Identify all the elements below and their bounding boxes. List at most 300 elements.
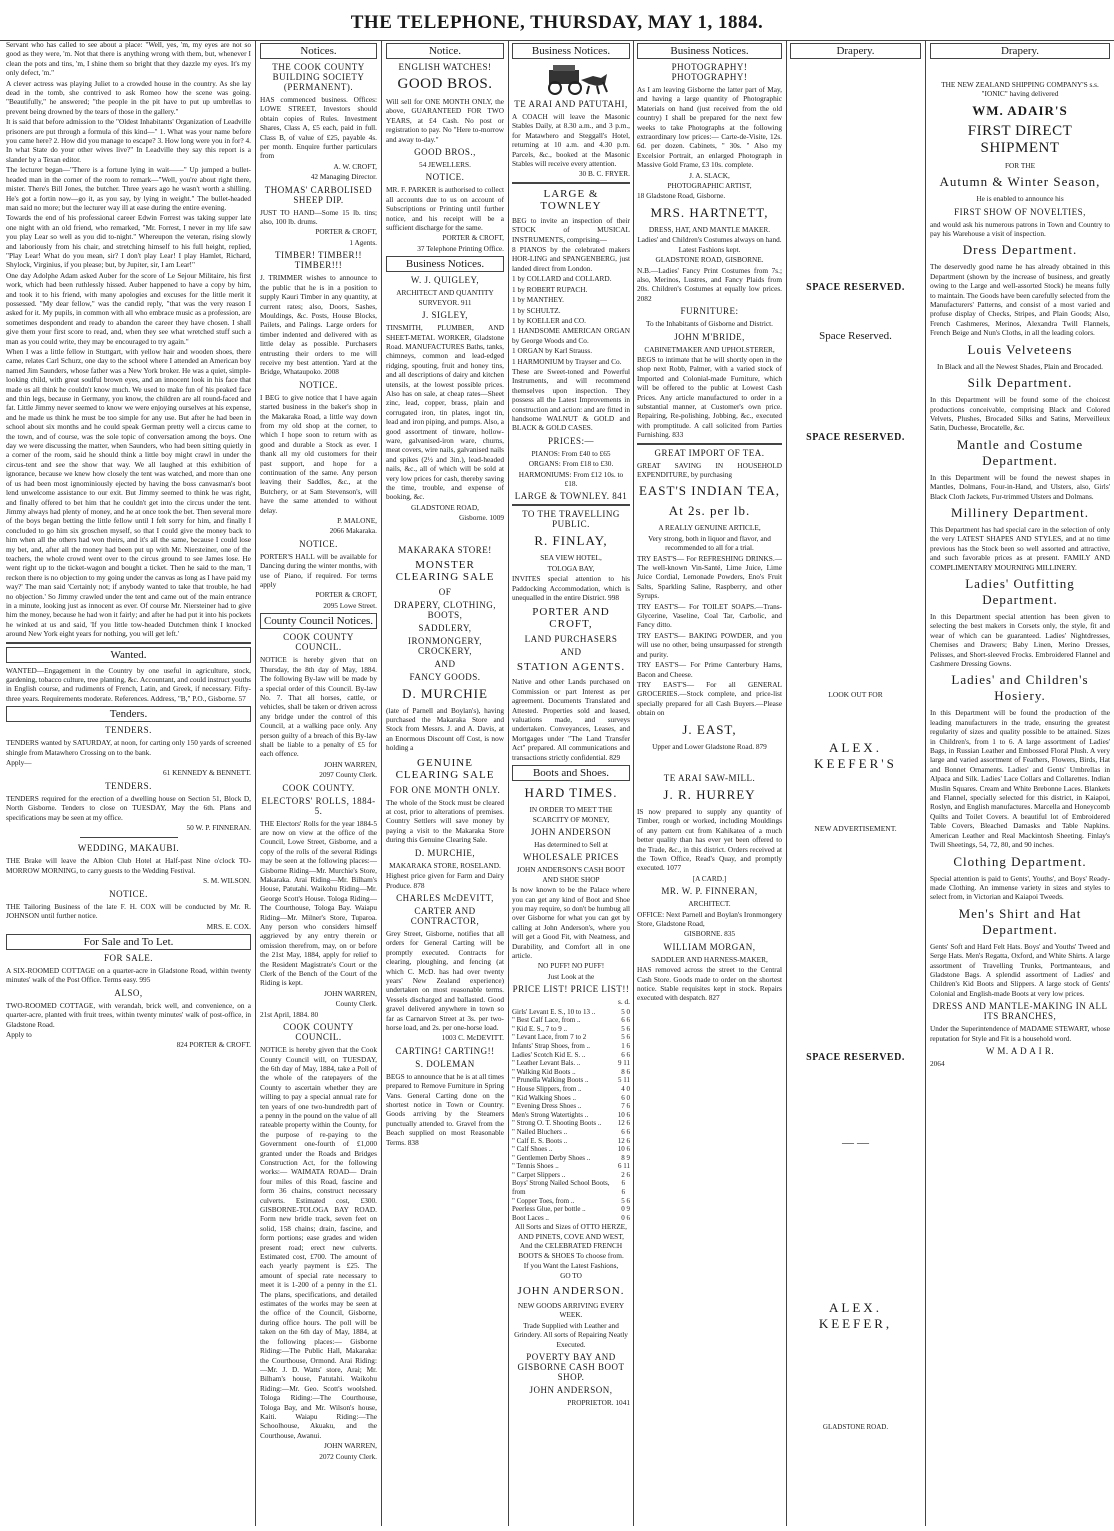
price-row [512, 1059, 630, 1068]
notice-signature: MRS. E. COX. [206, 921, 251, 931]
watches-text: Will sell for ONE MONTH ONLY, the above, GUARANTEED FOR TWO YEARS, at £4 Cash. No post or registration to pay. No "Here to-morrow and away to-day." [386, 97, 504, 144]
finneran-name: MR. W. P. FINNERAN, [661, 886, 758, 897]
murchie-address: MAKARAKA STORE, ROSELAND. [389, 860, 501, 870]
look-label: Just Look at the [547, 971, 595, 981]
signature: JOHN WARREN, [324, 988, 377, 998]
sale-apply: Apply to [6, 1029, 32, 1039]
carting-title: CARTING! CARTING!! [395, 1045, 495, 1056]
dress-department: Dress Department. [962, 242, 1078, 258]
outfitting-text: In this Department special attention has been given to selecting the best makers in Corsets only, the style, fit and wear of which can be guaranteed. Ladies' Nightdresses, Chemises and Drawers; Baby Linen, Merino Dresses, Pelisses, and Short-sleeved Frocks. Embroidered Flannel and Cashmere Dressing Gowns. [930, 611, 1110, 668]
wanted-ad: WANTED—Engagement in the Country by one useful in agriculture, stock, gardening, tobacco culture, tree planting, &c. Accountant, and could instruct youths in English course, and rudiments of French, Latin, and Greek, if necessary. Fifty-three years. Requirements moderate. References. Address, "B," P.O., Gisborne. 57 [6, 665, 251, 703]
anderson-name: JOHN ANDERSON, [529, 1384, 613, 1395]
column-2 [260, 40, 377, 1526]
business-notices-heading: Business Notices. [386, 256, 504, 272]
genuine-text: Very strong, both in liquor and flavor, and recommended to all for a trial. [648, 533, 771, 553]
travel-heading: TO THE TRAVELLING PUBLIC. [522, 509, 620, 530]
photography-title: PHOTOGRAPHY! PHOTOGRAPHY! [671, 62, 748, 82]
price-units: s. d. [618, 997, 630, 1007]
saddler-label: SADDLER AND HARNESS-MAKER, [651, 954, 768, 964]
carter-title: CARTER AND CONTRACTOR, [410, 905, 480, 926]
murchie-text: (late of Parnell and Boylan's), having purchased the Makaraka Store and Stock from Messrs. J. and A. Davis, at an Enormous Discount off Cost, is now holding a [386, 705, 504, 753]
signature: JOHN WARREN, [324, 1441, 377, 1451]
hurrey-name: J. R. HURREY [663, 786, 756, 802]
price-item: " Calf E. S. Boots .. [512, 1136, 568, 1145]
sigley-town: Gisborne. 1009 [459, 513, 504, 523]
clothing-department: Clothing Department. [953, 853, 1087, 869]
price-item: " Kid Walking Shoes .. [512, 1093, 576, 1102]
signature-role: 42 Managing Director. [310, 172, 377, 182]
proprietor: PROPRIETOR. 1041 [567, 1397, 630, 1407]
price-item: Boot Laces .. [512, 1213, 549, 1222]
morgan-name: WILLIAM MORGAN, [663, 941, 756, 952]
ask-text: and would ask his numerous patrons in Town and Country to pay his Warehouse a visit of inspection. [930, 219, 1110, 239]
price-row [512, 1214, 630, 1223]
notice-title: NOTICE. [299, 379, 338, 390]
sawmill-heading: TE ARAI SAW-MILL. [663, 772, 756, 783]
instrument-item: 8 PIANOS by the celebrated makers HOR-LING and SPANGENBERG, just landed direct from London. [512, 245, 630, 273]
hartnett-name: MRS. HARTNETT, [650, 204, 769, 220]
signature-role: 2097 County Clerk. [319, 770, 377, 780]
porter-croft-title: PORTER AND CROFT, [532, 606, 610, 631]
silk-department: Silk Department. [967, 375, 1073, 391]
price-item: " Best Calf Lace, from .. [512, 1016, 581, 1025]
price-item: Boys' Strong Nailed School Boots, from [512, 1179, 610, 1197]
goto-label: GO TO [560, 1271, 582, 1281]
price-row [512, 1162, 630, 1171]
sigley-name: J. SIGLEY, [421, 310, 469, 321]
price-row [512, 1076, 630, 1085]
price-item: " Copper Toes, from .. [512, 1196, 575, 1205]
millinery-department: Millinery Department. [951, 504, 1089, 520]
hartnett-role: DRESS, HAT, AND MANTLE MAKER. [648, 224, 771, 234]
photographer-role: PHOTOGRAPHIC ARTIST, [667, 181, 752, 191]
story-paragraph: Servant who has called to see about a place: "Well, yes, 'm, my eyes are not so good as they were, 'm. Not that there is anything wrong with them, but, whenever I clean the pots and tins, 'm, I shine them so bright that they dazzle my eyes. It's my only defect, 'm." [6, 40, 251, 78]
wedding-heading: WEDDING, MAKAUBI. [77, 843, 180, 854]
signature-role: County Clerk. [335, 999, 377, 1009]
signature: P. MALONE, [337, 516, 377, 526]
also-heading: ALSO, [114, 987, 143, 998]
dateline: 21st April, 1884. 80 [260, 1009, 319, 1019]
price-value: 5 6 [621, 1033, 630, 1042]
makaraka-store: MAKARAKA STORE! [398, 544, 492, 555]
price-value: 0 6 [621, 1213, 630, 1222]
monster-sale-title: MONSTER CLEARING SALE [395, 558, 495, 583]
clothing-text: Special attention is paid to Gents', Youths', and Boys' Ready-made Clothing. An immense variety in sizes and styles to select from, in Victorian and Kaiapoi Tweeds. [930, 873, 1110, 902]
story-paragraph: A clever actress was playing Juliet to a crowded house in the country. As she lay dead in the tomb, she contrived to ask Romeo how the scene was going. "Beautifully," he answered; "the people in the pit have to put up umbrellas to prevent being drowned by the tears of those in the gallery." [6, 78, 251, 116]
wedding-ad: THE Brake will leave the Albion Club Hotel at Half-past Nine o'clock TO-MORROW MORNING, to carry guests to the Wedding Festival. [6, 856, 251, 875]
price-value: 6 6 [621, 1050, 630, 1059]
anderson-text: Has determined to Sell at [534, 839, 608, 849]
look-out-label: LOOK OUT FOR [828, 690, 883, 699]
signature-role: 2072 County Clerk. [319, 1451, 377, 1461]
column-rule [508, 40, 509, 1526]
mantle-department: Mantle and Costume Department. [956, 436, 1084, 468]
adair-signature: W M. A D A I R. [985, 1045, 1055, 1056]
shirt-text: Gents' Soft and Hard Felt Hats. Boys' and Youths' Tweed and Serge Hats. Men's Regatta, Oxford, and White Shirts. A large assortment of Travelling Trunks, Portmanteaus, and Gladstone Bags. A splendid assortment of Ladies' and Children's Kid Boots and Slippers. A large stock of Gents' Colonial and English-made Boots at very low prices. [930, 941, 1110, 998]
space-reserved: SPACE RESERVED. [806, 282, 905, 293]
timber-text: J. TRIMMER wishes to announce to the public that he is in a position to supply Kauri Timber in any quantity, at current rates; also, Doors, Sashes, Mouldings, &c. Posts, House Blocks, Pailets, and Palings. Large orders for timber indented and delivered with as little delay as possible. Purchasers entrusting their orders to me will receive my best attention. Yard at the Bridge, Whataupoko. 2008 [260, 273, 377, 377]
new-goods: NEW GOODS ARRIVING EVERY WEEK. [517, 1300, 625, 1320]
wedding-signature: S. M. WILSON. [203, 876, 251, 886]
masthead [0, 0, 1114, 42]
tender-signature: 50 W. P. FINNERAN. [186, 823, 251, 833]
council-poll-text: NOTICE is hereby given that the Cook County Council will, on TUESDAY, the 6th day of May, 1884, take a Poll of the whole of the ratepayers of the County to ascertain whether they are willing to pay a special annual rate for ten years of one two-hundredth part of a penny in the pound on the value of all rateable property within the County, for the purpose of re-paying to the Government one-fourth of £1,000 granted under the Roads and Bridges Construction Act, for the following works:— WAIMATA ROAD— Drain four miles of this Road, fascine and form 36 chains, construct necessary culverts. Estimated cost, £300. GISBORNE-TOLOGA BAY ROAD. Form new bridle track, seven feet on solid, 158 chains; drain, fascine, and form portions; ease grades and widen present road; erect new culverts. Estimated cost, £700. The amount of each yearly payment is £25. The amount of special rate necessary to meet it is 1-200 of a penny in the £1. The plans, specifications, and detailed estimates of the works may be seen at the office of the Council, Gisborne, during office hours. The poll will be taken on the 6th day of May, 1884, at the following places:— Gisborne Riding:—The Public Hall, Makaraka: the Courthouse, Ormond. Arai Riding:—Mr. J. D. Watts' store, Arai; Mr. Bilham's house, Patutahi. Waikohu Riding:—Mr. Geo. Scott's woolshed. Tologa Riding:—The Courthouse, Tologa Bay, and Mr. Wilson's house, Kaiti. Waiapu Riding:—The Schoolhouse, Akuaku, and the Courthouse, Awanui. [260, 1045, 377, 1440]
signature: PORTER & CROFT, [442, 233, 504, 243]
council-subheading: COOK COUNTY COUNCIL. [283, 632, 354, 653]
inhabitants-line: To the Inhabitants of Gisborne and District. [646, 319, 773, 329]
story-paragraph: One day Adolphe Adam asked Auber for the score of Le Sejour Militaire, his first work, which had been ruthlessly hissed. Auber happened to have a copy by him, and took it to his friend, with many apologies and excuses for the little merit it possessed. "My dear fellow," was the candid reply, "that was the very reason I asked for it. My pupils, in common with all who embrace music as a profession, are sometimes despondent and ready to abandon the career they have chosen. I shall give them your first score to read, and, when they see what wretched stuff such a man as you could write, they may be encouraged to try again." [6, 270, 251, 346]
hosiery-department: Ladies' and Children's Hosiery. [951, 672, 1089, 704]
architect-label: ARCHITECT. [688, 899, 731, 909]
price-row [512, 1042, 630, 1051]
price-row [512, 1111, 630, 1120]
office-text: OFFICE: Next Parnell and Boylan's Ironmongery Store, Gladstone Road, [637, 909, 782, 928]
price-row [512, 1128, 630, 1137]
tea-heading: GREAT IMPORT OF TEA. [654, 447, 765, 458]
hard-times-text: IN ORDER TO MEET THE SCARCITY OF MONEY, [529, 805, 613, 824]
signature: PORTER & CROFT, [315, 227, 377, 237]
finlay-name: R. FINLAY, [534, 533, 608, 549]
price-row [512, 1137, 630, 1146]
murchie-text: Highest price given for Farm and Dairy Produce. 878 [386, 871, 504, 890]
building-society-title: THE COOK COUNTY BUILDING SOCIETY (PERMANENT). [272, 62, 365, 92]
column-rule [786, 40, 787, 1526]
price-value: 9 11 [618, 1059, 630, 1068]
price-row [512, 1008, 630, 1017]
price-value: 12 6 [617, 1136, 630, 1145]
poverty-bay-shop: POVERTY BAY AND GISBORNE CASH BOOT SHOP. [517, 1351, 625, 1382]
goods-line: SADDLERY, [418, 622, 472, 633]
column-6 [790, 40, 921, 1526]
cash-shop-title: JOHN ANDERSON'S CASH BOOT AND SHOE SHOP [516, 865, 626, 884]
quigley-name: W. J. QUIGLEY, [410, 275, 480, 286]
signature-role: 2095 Lowe Street. [323, 600, 377, 610]
price-value: 0 9 [621, 1205, 630, 1214]
building-society-text: HAS commenced business. Offices: LOWE STREET, Investors should obtain copies of Rules. Investment Shares, Class A, £5 each, paid in full. Class B, of value of £25, payable 4s. per month. Enquire further particulars from [260, 95, 377, 161]
price-item: " Kid E. S., 7 to 9 .. [512, 1024, 567, 1033]
column-rule [925, 40, 926, 1526]
try-east-item: TRY EAST'S— BAKING POWDER, and you will use no other, being unsurpassed for strength and purity. [637, 630, 782, 659]
photographer-address: 18 Gladstone Road, Gisborne. [637, 191, 726, 201]
price-item: " Levant Lace, from 7 to 2 [512, 1033, 587, 1042]
large-townley-text: These are Sweet-toned and Powerful Instruments, and will recommend themselves upon inspection. They possess all the Latest Improvements in construction and action: and are fitted in handsome WALNUT & GOLD and BLACK & GOLD CASES. [512, 366, 630, 433]
dress-text: The deservedly good name he has already obtained in this Department (shown by the increase of business, and greatly owing to the Large and well-assorted Stock) he means fully to maintain. The Goods have been carefully selected from the Manufacturers' Patterns, and consist of a most varied and profuse display of Checks, Stripes, and Plain Goods; Also, French Cashmeres, Merinos, Alexandra Twill Flannels, French Beige and Nun's Cloths, in all the leading colors. [930, 262, 1110, 338]
cook-county-heading: COOK COUNTY. [282, 782, 355, 793]
arai-coach-title: TE ARAI AND PATUTAHI, [514, 99, 628, 109]
louis-velveteens: Louis Velveteens [967, 341, 1073, 357]
photography-text: As I am leaving Gisborne the latter part of May, and having a large quantity of Photographic Materials on hand (just received from the old country) I shall be prepared for the next few weeks to take Photographs at the following extraordinary low prices:— Carte-de-Visite, 12s. 6d. per dozen. Cabinets, " 30s. " Also my Excelsior Portrait, an enlarged Photograph in Massive Gold Frame, £3 10s. complete. [637, 85, 782, 170]
mcdevitt-name: CHARLES McDEVITT, [396, 892, 494, 903]
indian-tea-title: EAST'S INDIAN TEA, [638, 483, 781, 499]
price-item: Peerless Glue, per bottle .. [512, 1205, 586, 1214]
mbride-name: JOHN M'BRIDE, [674, 331, 745, 342]
price-value: 5 6 [621, 1196, 630, 1205]
business-notices-heading: Business Notices. [637, 43, 782, 59]
silk-text: In this Department will be found some of the choicest productions conceivable, comprising Black and Colored Velvets, Plushes, Brocaded Silks and Satins, Merveilleux Satin, Duchesse, Brocatelle, &c. [930, 395, 1110, 433]
instrument-item: 1 by KOELLER and CO. [512, 315, 586, 325]
murchie-signature: D. MURCHIE, [414, 847, 476, 858]
column-3 [386, 40, 504, 1526]
price-value: 8 6 [621, 1067, 630, 1076]
instrument-item: 1 by MANTHEY. [512, 295, 564, 305]
price-value: 7 6 [621, 1102, 630, 1111]
price-row [512, 1068, 630, 1077]
signature-role: 1 Agents. [349, 237, 377, 247]
hartnett-address: GLADSTONE ROAD, GISBORNE. [655, 255, 764, 265]
price-value: 6 6 [621, 1016, 630, 1025]
dressmaking-text: Under the Superintendence of MADAME STEWART, whose reputation for Style and Fit is a household word. [930, 1024, 1110, 1043]
price-row [512, 1119, 630, 1128]
price-item: " House Slippers, from .. [512, 1084, 582, 1093]
signature-role: 37 Telephone Printing Office. [417, 243, 504, 253]
mbride-role: CABINETMAKER AND UPHOLSTERER, [644, 344, 775, 354]
instrument-item: 1 HARMONIUM by Trayser and Co. [512, 356, 622, 366]
price-item: " Gentlemen Derby Shoes .. [512, 1153, 591, 1162]
price-value: 8 9 [621, 1153, 630, 1162]
first-show: FIRST SHOW OF NOVELTIES, [954, 206, 1086, 217]
price-row [512, 1145, 630, 1154]
outfitting-department: Ladies' Outfitting Department. [965, 575, 1075, 607]
electors-heading: ELECTORS' ROLLS, 1884-5. [261, 795, 376, 816]
wanted-heading: Wanted. [6, 647, 251, 663]
divider [637, 443, 782, 445]
mbride-text: BEGS to intimate that he will shortly open in the shop next Robb, Palmer, with a varied stock of Imported and Colonial-made Furniture, which will be offered to the public at Lowest Cash Prices. Any article manufactured to order in a substantial manner, at Customer's own price. Repairing, Re-polishing, Jobbing, &c., executed with promptitude. A call solicited from Parties Furnishing. 833 [637, 354, 782, 440]
morgan-text: HAS removed across the street to the Central Cash Store. Goods made to order on the shortest notice. Stable requisites kept in stock. Repairs executed with despatch. 827 [637, 965, 782, 1003]
notice-ad: THE Tailoring Business of the late F. H. COX will be conducted by Mr. R. JOHNSON until further notice. [6, 901, 251, 921]
sigley-text: TINSMITH, PLUMBER, AND SHEET-METAL WORKER, Gladstone Road. MANUFACTURES Baths, tanks, chimneys, common and lead-edged ridging, spouting, fruit and honey tins, and all descriptions of dairy and kitchen utensils, at the lowest possible prices. Also has on sale, at cheap rates—Sheet zinc, lead, copper, brass, plain and corrugated iron, tin plates, ingot tin, lead and iron piping, and pumps. Also, a good assortment of tinware, hollow-ware, galvanised-iron ware, churns, meat covers, wire nails, galvanised nails and spikes (2½ and 3in.), lead-headed nails, &c., all of which will be sold at very low prices for cash, thereby saving the time, trouble, and expense of booking, &c. [386, 323, 504, 502]
sale-heading: For Sale and To Let. [6, 934, 251, 950]
price-item: " Calf Shoes .. [512, 1145, 553, 1154]
price-value: 5 0 [621, 1007, 630, 1016]
goods-line: DRAPERY, CLOTHING, BOOTS, [393, 599, 497, 620]
card-label: [A CARD.] [692, 873, 727, 883]
sizes-text: All Sorts and Sizes of OTTO HERZE, AND PINETS, COVE AND WEST, And the CELEBRATED FRENCH BOOTS & SHOES To choose from. [515, 1222, 627, 1260]
price-row [512, 1197, 630, 1206]
price-table [512, 1008, 630, 1223]
genuine-sale-title: GENUINE CLEARING SALE [395, 756, 495, 781]
hurrey-text: IS now prepared to supply any quantity of Timber, rough or worked, including Mouldings of any pattern cut from Kahikatea of a much better quality than has ever yet been offered to the Trade, &c., in this district. Orders received at the Town Office, Read's Quay, and promptly executed. 1077 [637, 806, 782, 873]
price-row [512, 1033, 630, 1042]
price-row [512, 1051, 630, 1060]
divider [512, 504, 630, 506]
column-1 [6, 40, 251, 1526]
for-the-label: FOR THE [1004, 160, 1036, 170]
price-value: 10 6 [617, 1110, 630, 1119]
price-row [512, 1102, 630, 1111]
price-value: 6 6 [621, 1127, 630, 1136]
column-rule [255, 40, 256, 1526]
story-paragraph: The lecturer began—"There is a fortune lying in wait——" Up jumped a bullet-headed man in the corner of the room to remark—"Well, you're about right there, mister. There's Bill Jones, the butcher. Three years ago he wasn't worth a shilling. He's got a fortin now—go it, as you say, by lying in weight." The bullet-headed man said no more; but the lecturer way ill at ease during the entire evening. [6, 165, 251, 212]
electors-text: THE Electors' Rolls for the year 1884-5 are now on view at the office of the Council, Lowe Street, Gisborne, and a copy of the rolls of the several Ridings may be seen at the following places:— Gisborne Riding—Mr. Murchie's Store, Makaraka. Arai Riding—Mr. Bilham's House, Patutahi. Waikohu Riding—Mr. George Scott's House. Tologa Riding—The Courthouse, Tologa Bay. Waiapu Riding—Mr. Milner's Store, Tuparoa. Any person who considers himself aggrieved by any entry therein or omission therefrom, may, on or before the 21st May, 1884, apply for relief to the Resident Magistrate's Court or the Clerk of the Bench of the Court of the Riding is kept. [260, 818, 377, 988]
station-agents: STATION AGENTS. [516, 661, 626, 674]
price-row [512, 1171, 630, 1180]
no-puff: NO PUFF! NO PUFF! [537, 961, 605, 971]
column-rule [633, 40, 634, 1526]
doleman-name: S. DOLEMAN [415, 1058, 475, 1069]
tender-ad: TENDERS required for the erection of a dwelling house on Section 51, Block D, North Gisborne. Tenders to close on TUESDAY, May the 6th. Plans and specifications may be seen at my office. [6, 793, 251, 822]
signature: A. W. CROFT, [333, 161, 377, 171]
price-item: " Nailed Bluchers .. [512, 1127, 568, 1136]
instrument-item: 1 by SCHULTZ. [512, 305, 561, 315]
sigley-address: GLADSTONE ROAD, [411, 502, 479, 512]
new-advertisement: NEW ADVERTISEMENT. [814, 824, 897, 833]
tenders-heading: Tenders. [6, 706, 251, 722]
gisborne-label: GISBORNE. 835 [683, 929, 736, 939]
sale-signature: 824 PORTER & CROFT. [176, 1040, 251, 1050]
column-4 [512, 40, 630, 1526]
finlay-text: INVITES special attention to his Paddocking Accommodation, which is unequalled in the entire District. 998 [512, 574, 630, 603]
price-row [512, 1025, 630, 1034]
east-address: Upper and Lower Gladstone Road. 879 [652, 741, 767, 751]
saving-text: GREAT SAVING IN HOUSEHOLD EXPENDITURE, by purchasing [637, 460, 782, 479]
council-subheading: COOK COUNTY COUNCIL. [283, 1022, 354, 1043]
murchie-name: D. MURCHIE [402, 685, 488, 701]
anderson-name: JOHN ANDERSON. [517, 1284, 625, 1297]
wholesale-prices: WHOLESALE PRICES [523, 852, 619, 863]
price-row [512, 1205, 630, 1214]
space-reserved: SPACE RESERVED. [806, 432, 905, 443]
price-value: 6 6 [621, 1179, 626, 1197]
tenders-subheading: TENDERS. [105, 780, 152, 791]
notice-text: I BEG to give notice that I have again started business in the baker's shop in the Makaraka Road, a little way down from my old shop at the corner, to which I hope soon to return with as good and durable a Stock as ever. I thank all my old customers for their past support, and hope for a continuation of the same. Any person leaving their Saddles, &c., at the Butchery, or at Sam Stevenson's, will have the same attended to without delay. [260, 392, 377, 515]
trade-text: Trade Supplied with Leather and Grindery. All sorts of Repairing Neatly Executed. [514, 1320, 628, 1349]
try-east-item: TRY EAST'S— For TOILET SOAPS.—Trans-Glycerine, Vaseline, Coal Tar, Carbolic, and Fancy ditto. [637, 601, 782, 630]
coach-illustration [512, 62, 630, 96]
council-text: NOTICE is hereby given that on Thursday, the 8th day of May, 1884. The following By-law will be made by a special order of this Council. By-law No. 7. That all horses, cattle, or vehicles, shall be taken or driven across any bridge under the control of this Council, at a walking pace only. Any person guilty of a breach of this By-law shall be liable to a penalty of £5 for each offence. [260, 655, 377, 759]
column-rule [381, 40, 382, 1526]
price-item: Girls' Levant E. S., 10 to 13 .. [512, 1007, 596, 1016]
carter-text: Grey Street, Gisborne, notifies that all orders for General Carting will be promptly executed. Contracts for clearing, ploughing, and fencing (at which C. McD. has had over twenty years' New Zealand experience) undertaken on most reasonable terms. Vessels discharged and ballasted. Good gravel delivered anywhere in town so far as Carnarvon Street at 3s. per two-horse load, and 2s. per one-horse load. [386, 928, 504, 1032]
autumn-season: Autumn & Winter Season, [939, 174, 1101, 190]
divider [512, 182, 630, 184]
try-east-item: TRY EAST'S— For REFRESHING DRINKS.—The well-known Vin-Santé, Lime Juice, Lime Juice Cordial, Lemonade Powders, Eno's Fruit Salts, Sparkling Saline, Raspberry, and other Syrups. [637, 553, 782, 601]
story-paragraph: Towards the end of his professional career Edwin Forrest was taking supper late one night with an old friend, who remarked, "Mr. Forrest, I never in my life saw you play Lear so well as you did to-night." Whereupon the veteran, rising slowly and laboriously from his chair, and stretching himself to his full height, replied, "Play Lear! What do you mean, sir? I don't play Lear! I play Hamlet, Richard, Shylock, Virginius, if you please; but, by Jupiter, sir, I am Lear!" [6, 213, 251, 270]
large-townley-title: LARGE & TOWNLEY [540, 187, 602, 212]
good-bros-sig: GOOD BROS., [414, 147, 476, 158]
price-item: " Leather Levant Bals. .. [512, 1059, 581, 1068]
divider [6, 642, 251, 644]
price-item: " Prunella Walking Boots .. [512, 1076, 589, 1085]
county-council-heading: County Council Notices. [260, 613, 377, 629]
price-line: PIANOS: From £40 to £65 [531, 448, 611, 458]
column-7 [930, 40, 1110, 1526]
doleman-text: BEGS to announce that he is at all times prepared to Remove Furniture in Spring Vans. General Carting done on the shortest notice in Town or Country. Goods arriving by the Steamers punctually attended to. Gravel from the Beach supplied on most Reasonable Terms. 838 [386, 1071, 504, 1147]
fashions-text: If you Want the Latest Fashions, [523, 1261, 619, 1271]
price-item: " Strong O. T. Shooting Boots .. [512, 1119, 602, 1128]
notice-text: MR. F. PARKER is authorised to collect all accounts due to us on account of Subscriptions or Printing until further notice, and his receipt will be a sufficient discharge for the same. [386, 185, 504, 233]
good-bros-title: GOOD BROS. [397, 76, 493, 92]
price-value: 6 0 [621, 1093, 630, 1102]
notice-heading: Notice. [386, 43, 504, 59]
price-value: 12 6 [617, 1119, 630, 1128]
price-value: 6 11 [618, 1162, 630, 1171]
east-name: J. EAST, [682, 721, 737, 737]
boots-shoes-heading: Boots and Shoes. [512, 765, 630, 781]
price-item: " Carpet Slippers .. [512, 1170, 566, 1179]
goods-line: IRONMONGERY, CROCKERY, [407, 635, 483, 656]
notices-heading: Notices. [260, 43, 377, 59]
signature: PORTER & CROFT, [315, 590, 377, 600]
keefer-advert: ALEX. KEEFER'S [814, 740, 897, 771]
anderson-name: JOHN ANDERSON [530, 826, 612, 837]
land-purchasers: LAND PURCHASERS [524, 634, 618, 645]
price-line: ORGANS: From £18 to £30. [528, 459, 614, 469]
notice-title: NOTICE. [425, 172, 465, 183]
price-line: HARMONIUMS: From £12 10s. to £18. [518, 469, 624, 488]
louis-text: In Black and all the Newest Shades, Plain and Brocaded. [937, 361, 1103, 371]
sheep-dip-text: JUST TO HAND—Some 15 lb. tins; also, 100 lb. drums. [260, 207, 377, 227]
of-label: OF [438, 586, 452, 597]
price-row [512, 1094, 630, 1103]
dressmaking-heading: DRESS AND MANTLE-MAKING IN ALL ITS BRANCHES, [932, 1001, 1108, 1022]
tender-apply: Apply— [6, 758, 32, 768]
price-value: 2 6 [621, 1170, 630, 1179]
goods-line: FANCY GOODS. [409, 671, 481, 682]
and-label: AND [434, 658, 456, 669]
price-value: 10 6 [617, 1145, 630, 1154]
keefer-advert: ALEX. KEEFER, [818, 1300, 893, 1331]
sea-view-hotel: SEA VIEW HOTEL, [540, 553, 602, 563]
hartnett-text: Ladies' and Children's Costumes always on hand. Latest Fashions kept. [637, 235, 782, 254]
sale-ad: A SIX-ROOMED COTTAGE on a quarter-acre in Gladstone Road, within twenty minutes' walk of the Post Office. Terms easy. 995 [6, 965, 251, 985]
tolaga-bay: TOLOGA BAY, [547, 563, 595, 573]
photographer-name: J. A. SLACK, [689, 170, 730, 180]
price-row [512, 1085, 630, 1094]
signature: 30 B. C. FRYER. [578, 169, 630, 179]
first-shipment: FIRST DIRECT SHIPMENT [967, 122, 1073, 156]
one-month-label: FOR ONE MONTH ONLY. [389, 784, 501, 795]
newspaper-title: THE TELEPHONE, THURSDAY, MAY 1, 1884. [350, 12, 764, 33]
price-item: " Evening Dress Shoes .. [512, 1102, 582, 1111]
story-paragraph: It is said that before admission to the "Oldest Inhabitants' Organization of Leadville prisoners are put through a formula of this kind—" 1. What was your name before you came here? 2. How did you manage to escape? 3. How long were you in for? 4. In what State do your other wives live?" In Leadville they say this report is a slander by a Texan editor. [6, 117, 251, 164]
tender-signature: 61 KENNEDY & BENNETT. [163, 768, 251, 778]
hartnett-nb: N.B.—Ladies' Fancy Print Costumes from 7s.; also, Merinos, Lustres, and Fancy Plaids from 20s. Children's Costumes at equally low prices. 2082 [637, 265, 782, 303]
jewellers: 54 JEWELLERS. [419, 160, 471, 170]
quigley-text: ARCHITECT AND QUANTITY SURVEYOR. 911 [396, 288, 494, 307]
tenders-subheading: TENDERS. [105, 725, 152, 736]
try-east-item: TRY EAST'S— For Prime Canterbury Hams, Bacon and Cheese. [637, 660, 782, 679]
notice-text: PORTER'S HALL will be available for Dancing during the winter months, with use of Piano, if required. For terms apply [260, 551, 377, 590]
try-east-item: TRY EAST'S— For all GENERAL GROCERIES.—Stock complete, and price-list specially prepared for all Cash Buyers.—Please obtain on [637, 679, 782, 718]
murchie-text: The whole of the Stock must be cleared at cost, prior to alterations of premises. Country Settlers will save money by paying a visit to the Makaraka Store during this Genuine Clearing Sale. [386, 797, 504, 845]
notice-heading: NOTICE. [109, 888, 148, 899]
instrument-item: 1 by COLLARD and COLLARD. [512, 274, 612, 284]
price-item: " Walking Kid Boots .. [512, 1067, 576, 1076]
story-paragraph: When I was a little fellow in Stuttgart, with yellow hair and wooden shoes, there came, relates Carl Schurz, one day to the school where I attended an American boy named Jim Saunders, whose father was a New York broker. He was a quiet, simple-looking child, with great soulful brown eyes, and an innocent look in his face that made us all think he couldn't know much. We used to make fun of his peaked face and thin legs, because in Germany, you know, the children are all round-faced and fat. Little Jimmy never seemed to know we were enjoying ourselves at his expense, and he made us think he must be too simple for any use. But after he had been in school about six months and he could speak German pretty well a circus came to the town, and of course, was the sole topic of conversation among the boys. One day we were discussing the matter, when Saunders, who had been sitting quietly in a corner of the room, said he should think a little boy might crawl in under the circus-tent and see the show that way. We all laughed at this exhibition of ignorance, because we knew how closely the tent was watched, and more than one of us had been most ignominiously ejected by having the boss canvasman's boot lend unwelcome assistance to our exit. But Jimmy seemed to think he was right, and finally offered to bet him that he couldn't get into the circus under the tent. Jimmy always had plenty of money, and he at once took the bet. Then several more of the boys began betting the little fellow until I felt sorry for him, and finally I concluded to go him six groschen myself, so that I could give the money back to him when all the others had won theirs, and it's all the same, because I could lose my bet, and, after all the money had been put up with Mr. Niersteiner, one of the teachers, the whole crowd went over to the circus ground to see James lose. He went right up to the ticket-wagon and bought a ticket. Then he said to the man, 'I reckon there is no objection to my going under the canvas as long as I have paid my way?' The man said 'Certainly not; if anybody wanted to take that trouble, he had no objection.' So Jimmy crawled under the tent and came out of the main entrance in a minute, looking just as innocent as ever. Of course Mr. Niersteiner had to give him the money, because he had won it fairly; and after he had put it into his pockets he winked at us and said, 'If you little tow-headed Dutchmen think I knocked around New York eight years for nothing, you will get left.' [6, 347, 251, 639]
shipping-intro: THE NEW ZEALAND SHIPPING COMPANY'S s.s. "IONIC" having delivered [941, 80, 1099, 99]
price-value: 5 11 [618, 1076, 630, 1085]
mantle-text: In this Department will be found the newest shapes in Mantles, Dolmans, Four-in-Hand, and Ulsters, also, Girls' Black Cloth Jackets, Fur-trimmed Ulsters and Dolmans. [930, 472, 1110, 501]
sale-subheading: FOR SALE. [103, 952, 153, 963]
price-value: 5 6 [621, 1024, 630, 1033]
price-item: Ladies' Scotch Kid E. S. .. [512, 1050, 586, 1059]
price-value: 1 6 [621, 1041, 630, 1050]
cash-shop-text: Is now known to be the Palace where you can get any kind of Boot and Shoe you may require, so don't be humbug all over Gisborne for what you can get by calling at John Anderson's, where you will get a Good Fit, with Neatness, and Durability, and Comfort all in one article. [512, 885, 630, 960]
price-item: " Tennis Shoes .. [512, 1162, 559, 1171]
large-townley-text: BEG to invite an inspection of their STOCK of MUSICAL INSTRUMENTS, comprising— [512, 215, 630, 244]
price-row [512, 1016, 630, 1025]
price-value: 4 0 [621, 1084, 630, 1093]
price-row [512, 1154, 630, 1163]
timber-title: TIMBER! TIMBER!! TIMBER!!! [274, 250, 363, 271]
adair-number: 2064 [930, 1058, 945, 1068]
price-item: Infants' Strap Shoes, from .. [512, 1041, 591, 1050]
instrument-item: 1 by ROBERT RUPACH. [512, 284, 588, 294]
hard-times-title: HARD TIMES. [524, 785, 618, 801]
space-reserved: SPACE RESERVED. [806, 1052, 905, 1063]
space-reserved: Space Reserved. [819, 330, 892, 342]
instrument-item: 1 ORGAN by Karl Strauss. [512, 346, 593, 356]
